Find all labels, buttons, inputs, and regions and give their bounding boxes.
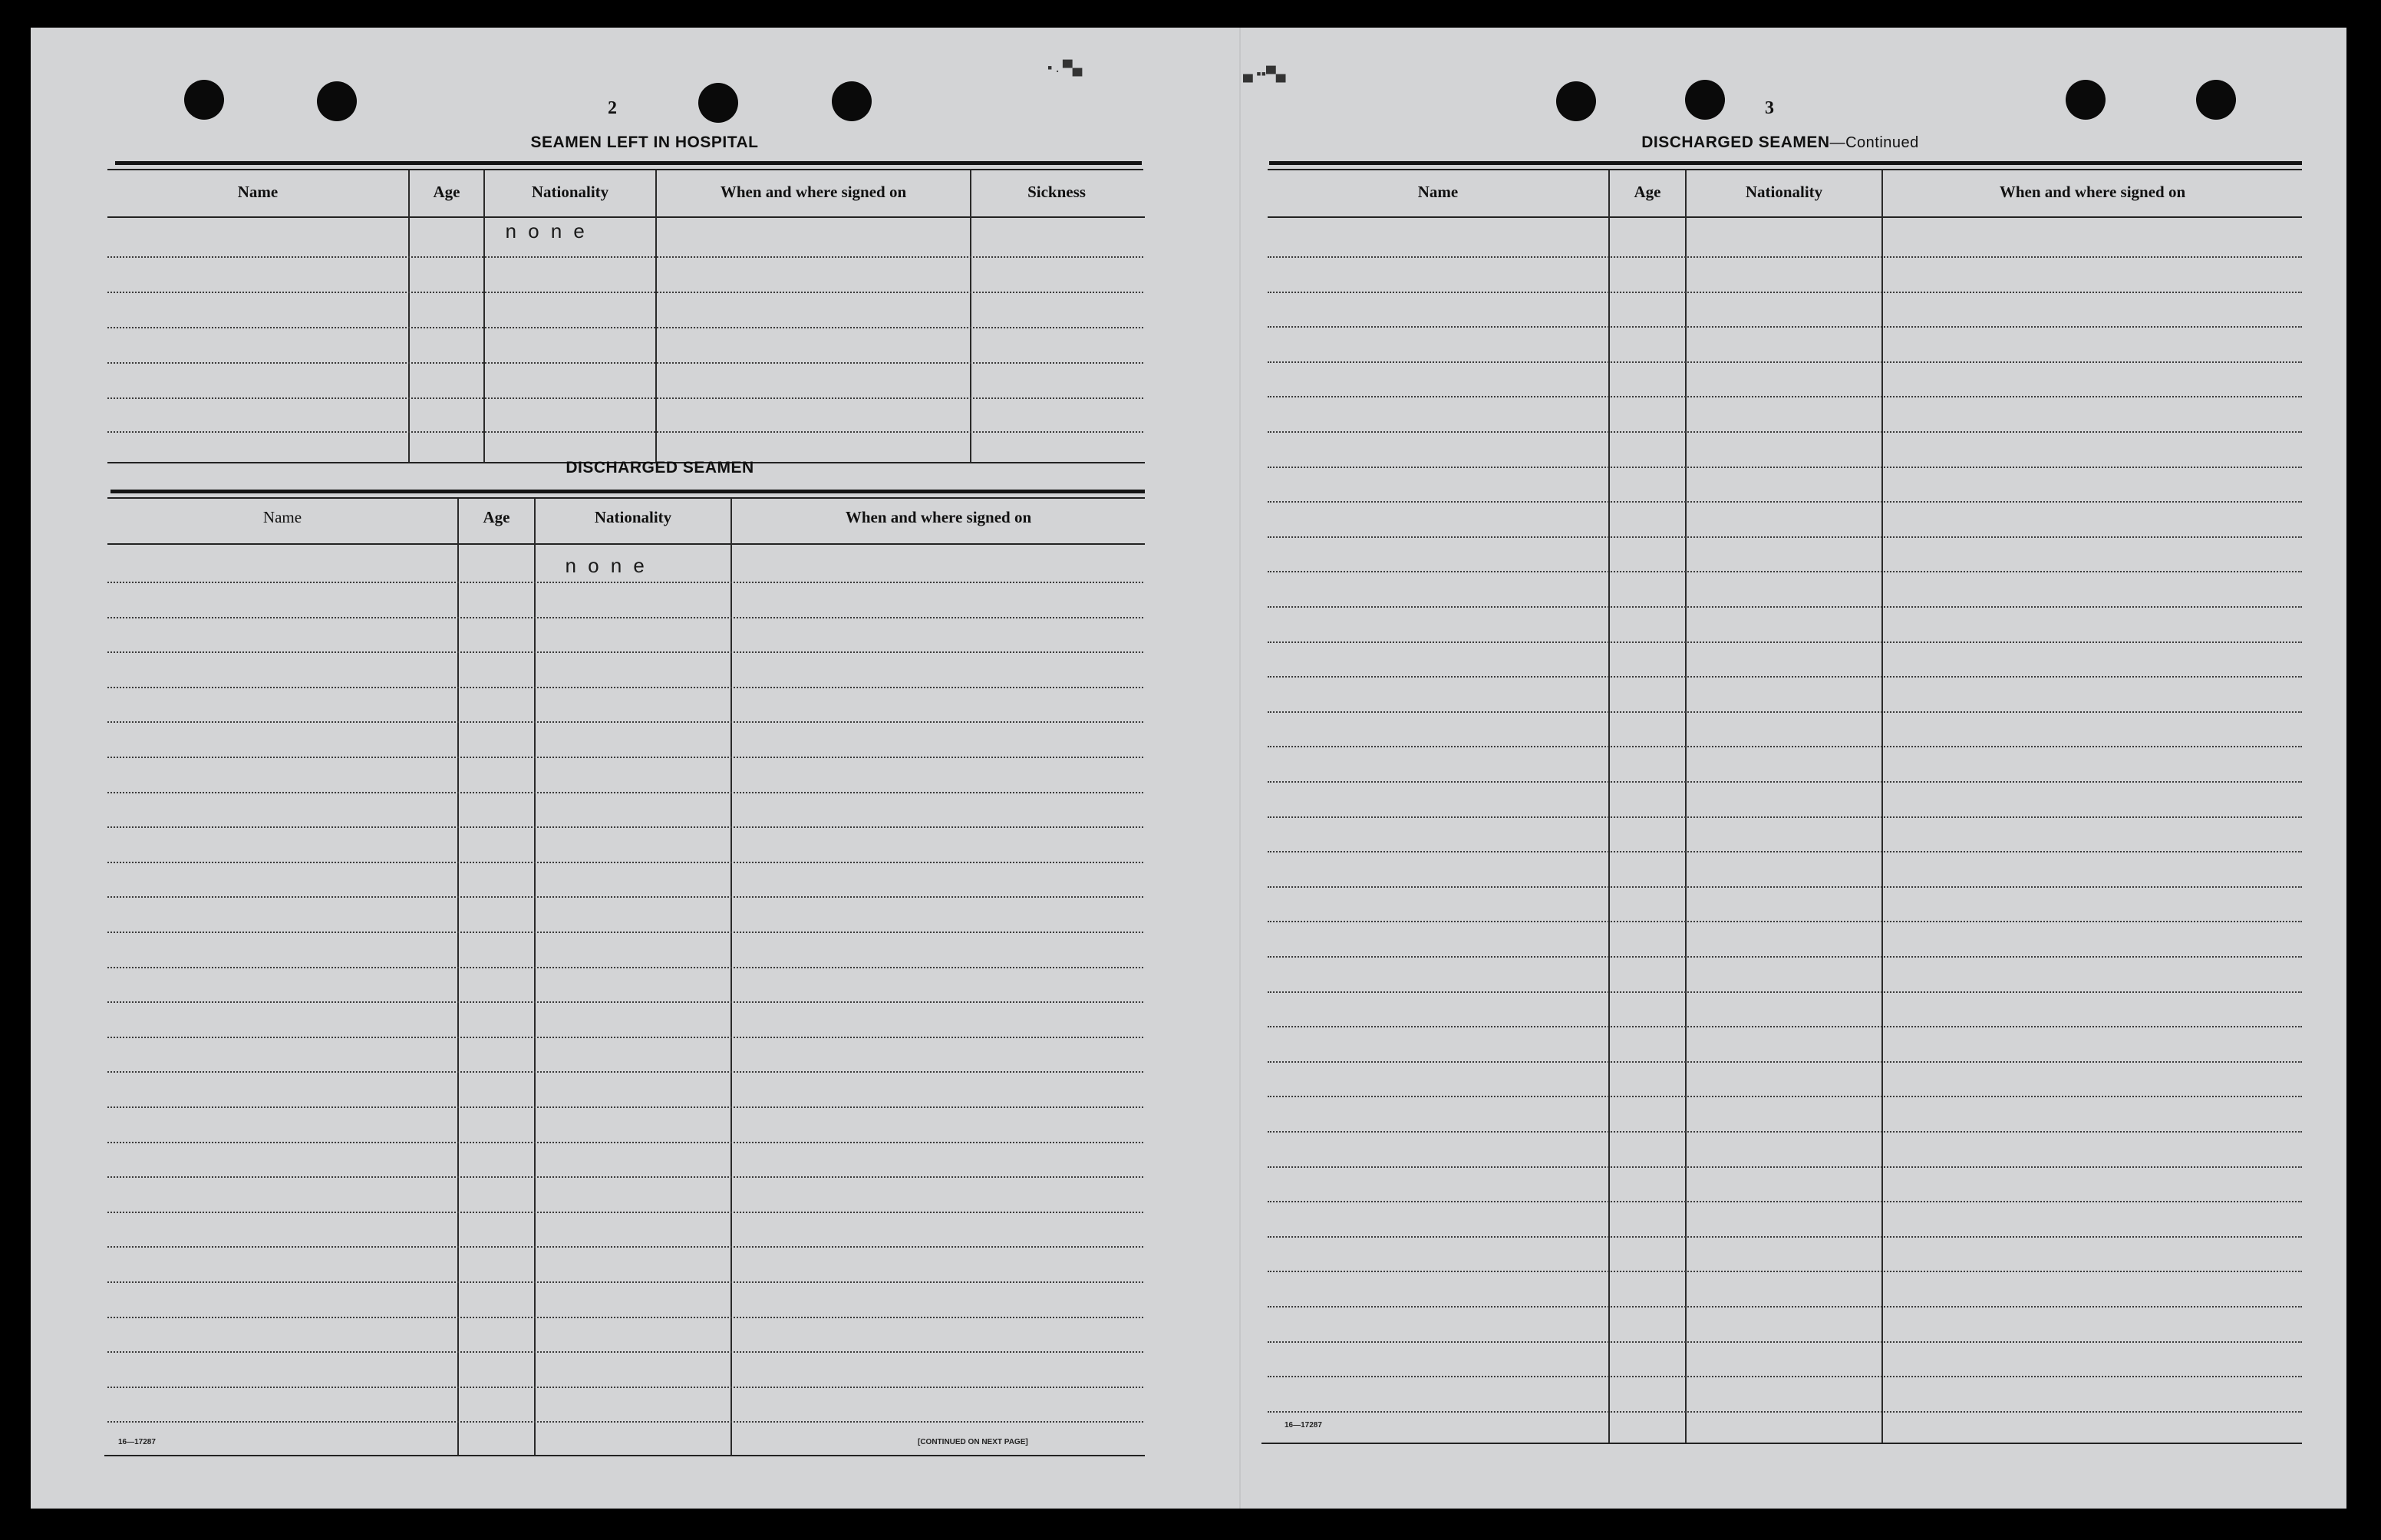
right-row-line [1268, 921, 2302, 922]
right-row-line [1268, 1376, 2302, 1377]
discharged-row-line [107, 721, 1143, 723]
discharged-row-line [107, 1281, 1143, 1283]
discharged-row-line [107, 1351, 1143, 1353]
scan-speck-2: ▄ ▪▪▀▄ [1243, 66, 1286, 81]
right-row-line [1268, 991, 2302, 993]
discharged-row-line [107, 617, 1143, 618]
hospital-col-name: Name [237, 183, 279, 201]
discharged-row-line [107, 826, 1143, 828]
discharged-top-rule-thin [107, 497, 1145, 499]
right-section-title [1504, 134, 2056, 152]
discharged-row-line [107, 1071, 1143, 1073]
discharged-top-rule [110, 490, 1145, 493]
right-bottom-rule [1261, 1443, 2302, 1444]
right-row-line [1268, 1271, 2302, 1272]
left-page-number: 2 [608, 98, 617, 118]
discharged-row-line [107, 651, 1143, 653]
right-row-line [1268, 256, 2302, 258]
punch-hole-5 [1556, 81, 1596, 121]
hospital-col-sickness: Sickness [1027, 183, 1086, 201]
discharged-row-line [107, 932, 1143, 933]
discharged-row-line [107, 1421, 1143, 1423]
continued-note: [CONTINUED ON NEXT PAGE] [918, 1438, 1028, 1446]
discharged-row-line [107, 582, 1143, 583]
punch-hole-4 [832, 81, 872, 121]
right-row-line [1268, 501, 2302, 503]
right-row-line [1268, 781, 2302, 783]
right-section-title-suffix: —Continued [1829, 134, 1919, 151]
hospital-divider-2 [483, 170, 485, 462]
hospital-divider-3 [655, 170, 657, 462]
right-row-line [1268, 536, 2302, 538]
discharged-row-line [107, 1246, 1143, 1248]
hospital-row-line [107, 292, 1143, 293]
right-row-line [1268, 606, 2302, 608]
punch-hole-8 [2196, 80, 2236, 120]
right-row-line [1268, 711, 2302, 713]
discharged-row-line [107, 862, 1143, 863]
discharged-row-line [107, 967, 1143, 968]
right-row-line [1268, 571, 2302, 572]
hospital-col-age: Age [433, 183, 460, 201]
right-row-line [1268, 886, 2302, 888]
right-row-line [1268, 1236, 2302, 1238]
hospital-nationality-entry: none [505, 221, 596, 244]
hospital-top-rule-thin [107, 169, 1143, 170]
right-section-title-main: DISCHARGED SEAMEN [1641, 134, 1830, 151]
right-col-signed-on: When and where signed on [1999, 183, 2186, 201]
scan-speck-1: ▪ . ▀▄ [1047, 60, 1083, 75]
punch-hole-7 [2066, 80, 2106, 120]
hospital-row-line [107, 397, 1143, 399]
scanned-sheet [31, 28, 2346, 1509]
right-top-rule-thin [1268, 169, 2302, 170]
discharged-divider-2 [534, 499, 536, 1455]
right-row-line [1268, 1061, 2302, 1063]
right-footer-code: 16—17287 [1284, 1421, 1322, 1430]
right-page-number: 3 [1765, 98, 1774, 118]
punch-hole-2 [317, 81, 357, 121]
right-row-line [1268, 396, 2302, 397]
hospital-top-rule [115, 161, 1142, 165]
right-top-rule [1269, 161, 2302, 165]
hospital-col-signed-on: When and where signed on [720, 183, 907, 201]
discharged-header-rule [107, 543, 1145, 545]
right-row-line [1268, 1341, 2302, 1343]
hospital-col-nationality: Nationality [531, 183, 609, 201]
right-row-line [1268, 1166, 2302, 1168]
right-row-line [1268, 851, 2302, 852]
discharged-row-line [107, 1212, 1143, 1213]
discharged-row-line [107, 1106, 1143, 1108]
discharged-row-line [107, 687, 1143, 688]
right-row-line [1268, 816, 2302, 818]
punch-hole-1 [184, 80, 224, 120]
right-row-line [1268, 292, 2302, 293]
right-row-line [1268, 1026, 2302, 1027]
hospital-section-title: SEAMEN LEFT IN HOSPITAL [530, 134, 759, 151]
discharged-col-signed-on: When and where signed on [845, 508, 1032, 526]
left-footer-code: 16—17287 [118, 1438, 156, 1446]
discharged-row-line [107, 1317, 1143, 1318]
discharged-row-line [107, 1037, 1143, 1038]
hospital-row-line [107, 431, 1143, 433]
right-row-line [1268, 326, 2302, 328]
punch-hole-6 [1685, 80, 1725, 120]
right-row-line [1268, 431, 2302, 433]
discharged-row-line [107, 792, 1143, 793]
right-col-age: Age [1634, 183, 1661, 201]
right-row-line [1268, 1131, 2302, 1133]
hospital-divider-1 [408, 170, 410, 462]
hospital-row-line [107, 256, 1143, 258]
right-col-name: Name [1417, 183, 1459, 201]
discharged-row-line [107, 896, 1143, 898]
discharged-nationality-entry: none [565, 556, 656, 579]
discharged-row-line [107, 1387, 1143, 1388]
right-row-line [1268, 361, 2302, 363]
right-row-line [1268, 1201, 2302, 1202]
right-row-line [1268, 956, 2302, 958]
discharged-bottom-rule [104, 1455, 1145, 1456]
discharged-col-name: Name [262, 508, 302, 526]
hospital-row-line [107, 327, 1143, 328]
discharged-divider-3 [730, 499, 732, 1455]
hospital-divider-4 [970, 170, 971, 462]
discharged-col-nationality: Nationality [594, 508, 672, 526]
page-fold [1239, 28, 1241, 1509]
right-header-rule [1268, 216, 2302, 218]
right-row-line [1268, 746, 2302, 747]
discharged-col-age: Age [483, 508, 510, 526]
hospital-row-line [107, 362, 1143, 364]
right-row-line [1268, 641, 2302, 643]
right-row-line [1268, 1411, 2302, 1413]
right-row-line [1268, 676, 2302, 678]
right-row-line [1268, 467, 2302, 468]
right-col-nationality: Nationality [1745, 183, 1823, 201]
discharged-divider-1 [457, 499, 459, 1455]
punch-hole-3 [698, 83, 738, 123]
discharged-section-title: DISCHARGED SEAMEN [566, 459, 754, 477]
discharged-row-line [107, 1142, 1143, 1143]
right-row-line [1268, 1096, 2302, 1097]
discharged-row-line [107, 1176, 1143, 1178]
discharged-row-line [107, 757, 1143, 758]
right-row-line [1268, 1306, 2302, 1308]
discharged-row-line [107, 1001, 1143, 1003]
hospital-header-rule [107, 216, 1145, 218]
